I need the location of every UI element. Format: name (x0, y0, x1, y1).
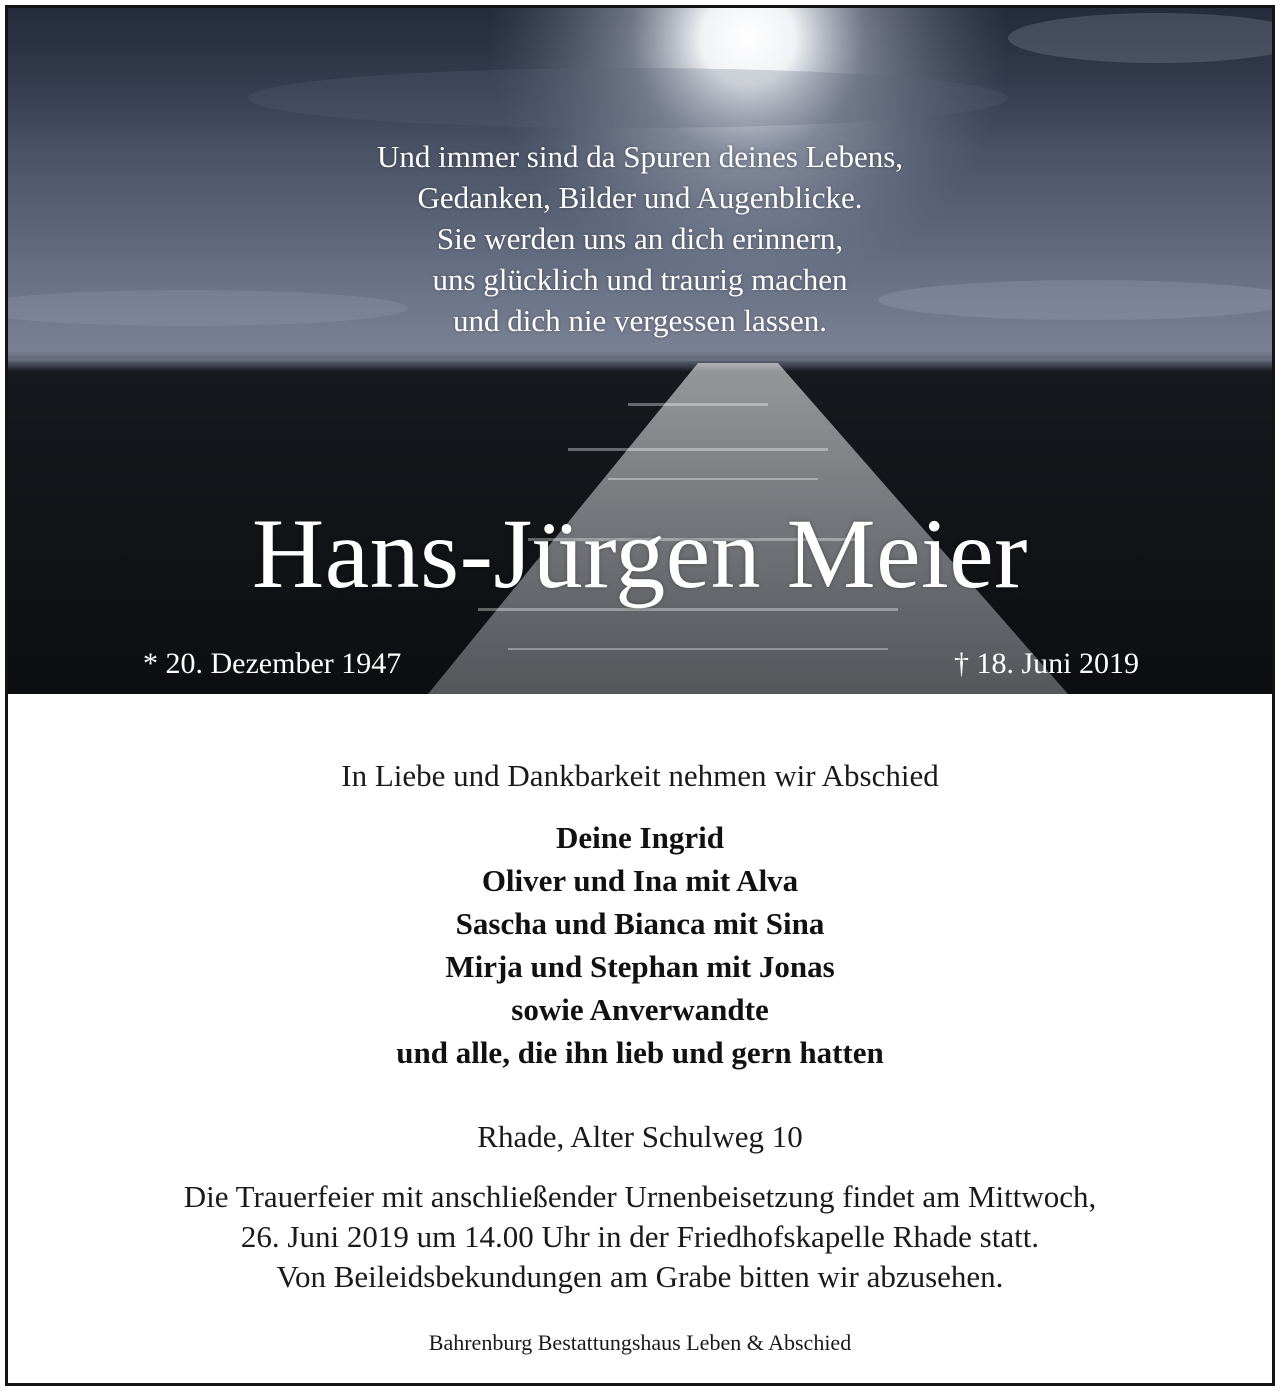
ceremony-info (8, 1177, 1272, 1297)
mourner-line: Mirja und Stephan mit Jonas (445, 949, 835, 984)
birth-date: * 20. Dezember 1947 (143, 647, 402, 680)
farewell-line: In Liebe und Dankbarkeit nehmen wir Abschied (341, 758, 939, 793)
undertaker-credit: Bahrenburg Bestattungshaus Leben & Abschied (428, 1330, 852, 1355)
poem (8, 136, 1272, 341)
ceremony-line: Von Beileidsbekundungen am Grabe bitten wir abzusehen. (276, 1259, 1004, 1294)
sea-sunset-photo (8, 8, 1272, 694)
poem-line: und dich nie vergessen lassen. (453, 303, 827, 338)
poem-line: Sie werden uns an dich erinnern, (436, 221, 844, 256)
ceremony-line: Die Trauerfeier mit anschließender Urnenbeisetzung findet am Mittwoch, (183, 1179, 1097, 1214)
obituary-notice (5, 5, 1275, 1386)
mourner-line: Sascha und Bianca mit Sina (455, 906, 825, 941)
mourners-list (8, 816, 1272, 1074)
poem-line: Und immer sind da Spuren deines Lebens, (376, 139, 904, 174)
poem-line: Gedanken, Bilder und Augenblicke. (417, 180, 863, 215)
mourner-line: Oliver und Ina mit Alva (481, 863, 799, 898)
address: Rhade, Alter Schulweg 10 (477, 1119, 803, 1154)
deceased-name: Hans-Jürgen Meier (252, 498, 1028, 609)
mourner-line: und alle, die ihn lieb und gern hatten (396, 1035, 884, 1070)
poem-line: uns glücklich und traurig machen (432, 262, 848, 297)
mourner-line: Deine Ingrid (556, 820, 724, 855)
ceremony-line: 26. Juni 2019 um 14.00 Uhr in der Friedhofskapelle Rhade statt. (240, 1219, 1040, 1254)
death-date: † 18. Juni 2019 (953, 647, 1139, 680)
mourner-line: sowie Anverwandte (511, 992, 769, 1027)
